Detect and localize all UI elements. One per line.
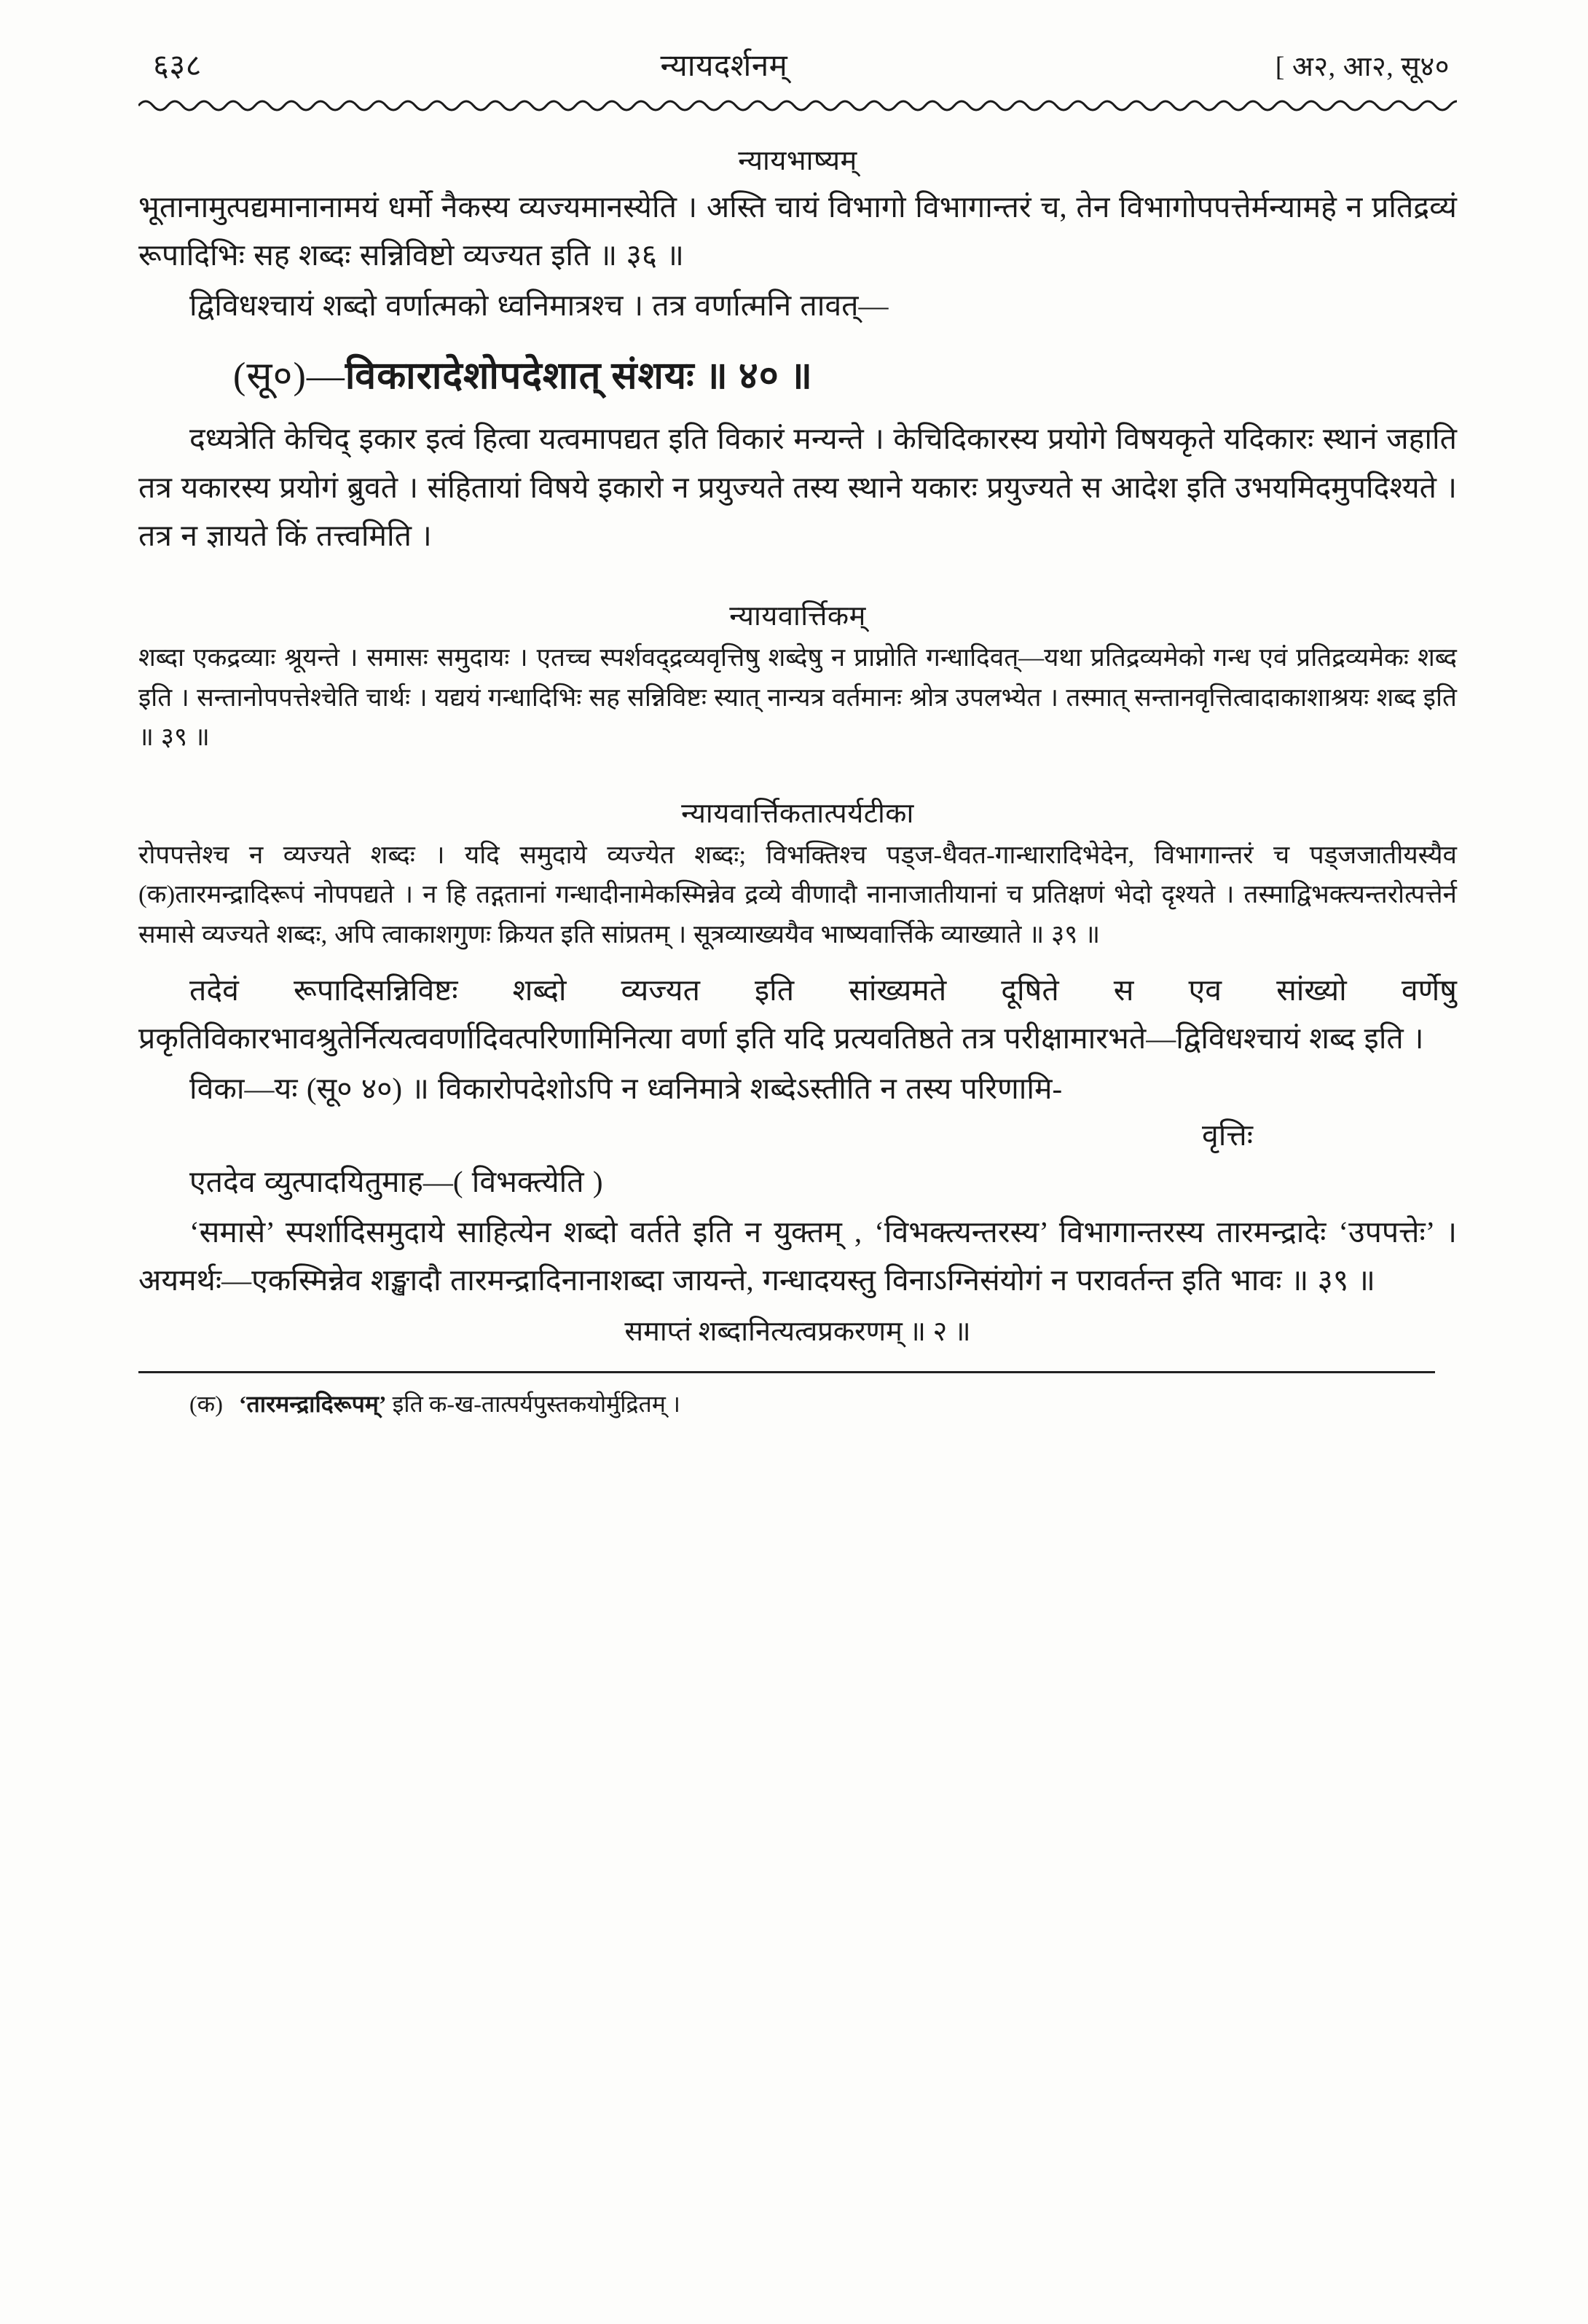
folio-number: ६३८ <box>153 50 203 83</box>
heading-nyayavartikam: न्यायवार्त्तिकम् <box>729 601 866 632</box>
bhashya2-paragraph-1: दध्यत्रेति केचिद् इकार इत्वं हित्वा यत्वमापद्यत इति विकारं मन्यन्ते । केचिदिकारस्य प्रयोगे विषयकृते यदिकारः स्थानं जहाति तत्र यकारस्य प्रयोगं ब्रुवते । संहितायां विषये इकारो न प्रयुज्यते तस्य स्थाने यकारः प्रयुज्यते स आदेश इति उभयमिदमुपदिश्यते । तत्र न ज्ञायते किं तत्त्वमिति । <box>138 422 1457 553</box>
heading-nyayabhashyam: न्यायभाष्यम् <box>738 146 857 176</box>
page-header <box>138 44 1457 85</box>
tatparya-paragraph-3: विका—यः (सू० ४०) ॥ विकारोपदेशोऽपि न ध्वनिमात्रे शब्देऽस्तीति न तस्य परिणामि- <box>189 1071 1063 1105</box>
vartika-paragraph-1: शब्दा एकद्रव्याः श्रूयन्ते । समासः समुदायः । एतच्च स्पर्शवद्द्रव्यवृत्तिषु शब्देषु न प्राप्नोति गन्धादिवत्—यथा प्रतिद्रव्यमेको गन्ध एवं प्रतिद्रव्यमेकः शब्द इति । सन्तानोपपत्तेश्चेति चार्थः । यद्ययं गन्धादिभिः सह सन्निविष्टः स्यात् नान्यत्र वर्तमानः श्रोत्र उपलभ्येत । तस्मात् सन्तानवृत्तित्वादाकाशाश्रयः शब्द इति ॥ ३९ ॥ <box>138 643 1457 751</box>
sutra-prefix: (सू०)— <box>233 356 345 398</box>
colophon-line: समाप्तं शब्दानित्यत्वप्रकरणम् ॥ २ ॥ <box>624 1316 971 1348</box>
wavy-divider <box>138 95 1457 114</box>
running-title: न्यायदर्शनम् <box>660 50 788 83</box>
heading-tatparyatika: न्यायवार्त्तिकतात्पर्यटीका <box>681 798 914 830</box>
sutra-text: विकारादेशोपदेशात् संशयः ॥ ४० ॥ <box>345 356 813 398</box>
tatparya-paragraph-4: एतदेव व्युत्पादयितुमाह—( विभक्त्येति ) <box>189 1165 603 1199</box>
footnote-quoted-term: ‘तारमन्द्रादिरूपम्’ <box>238 1391 387 1418</box>
section-reference: [ अ२, आ२, सू४० <box>1275 52 1450 82</box>
page-content <box>138 44 1457 1445</box>
tatparya-paragraph-1: रोपपत्तेश्च न व्यज्यते शब्दः । यदि समुदाये व्यज्येत शब्दः; विभक्तिश्च पड्ज-धैवत-गान्धारादिभेदेन, विभागान्तरं च पड्जजातीयस्यैव (क)तारमन्द्रादिरूपं नोपपद्यते । न हि तद्गतानां गन्धादीनामेकस्मिन्नेव द्रव्ये वीणादौ नानाजातीयानां च प्रतिक्षणं भेदो दृश्यते । तस्माद्विभक्त्यन्तरोत्पत्तेर्न समासे व्यज्यते शब्दः, अपि त्वाकाशगुणः क्रियत इति सांप्रतम् । सूत्रव्याख्ययैव भाष्यवार्त्तिके व्याख्याते ॥ ३९ ॥ <box>138 841 1457 949</box>
footnote-divider <box>138 1371 1435 1373</box>
tatparya-paragraph-5: ‘समासे’ स्पर्शादिसमुदाये साहित्येन शब्दो वर्तते इति न युक्तम् , ‘विभक्त्यन्तरस्य’ विभागान्तरस्य तारमन्द्रादेः ‘उपपत्तेः’ । अयमर्थः—एकस्मिन्नेव शङ्खादौ तारमन्द्रादिनानाशब्दा जायन्ते, गन्धादयस्तु विनाऽग्निसंयोगं न परावर्तन्त इति भावः ॥ ३९ ॥ <box>138 1214 1457 1297</box>
footnote-entry <box>138 1386 1457 1421</box>
tatparya-paragraph-3-tail: वृत्तिः <box>1201 1118 1253 1153</box>
bhashya-paragraph-2: द्विविधश्चायं शब्दो वर्णात्मको ध्वनिमात्रश्च । तत्र वर्णात्मनि तावत्— <box>189 288 889 322</box>
tatparya-paragraph-2: तदेवं रूपादिसन्निविष्टः शब्दो व्यज्यत इति सांख्यमते दूषिते स एव सांख्यो वर्णेषु प्रकृतिविकारभावश्रुतेर्नित्यत्ववर्णादिवत्परिणामिनित्या वर्णा इति यदि प्रत्यवतिष्ठते तत्र परीक्षामारभते—द्विविधश्चायं शब्द इति । <box>138 973 1457 1056</box>
footnote-marker: (क) <box>189 1391 223 1418</box>
bhashya-paragraph-1: भूतानामुत्पद्यमानानामयं धर्मो नैकस्य व्यज्यमानस्येति । अस्ति चायं विभागो विभागान्तरं च, तेन विभागोपपत्तेर्मन्यामहे न प्रतिद्रव्यं रूपादिभिः सह शब्दः सन्निविष्टो व्यज्यत इति ॥ ३६ ॥ <box>138 190 1457 272</box>
footnote-text: इति क-ख-तात्पर्यपुस्तकयोर्मुद्रितम् । <box>392 1391 681 1418</box>
sutra-line <box>138 348 1457 400</box>
